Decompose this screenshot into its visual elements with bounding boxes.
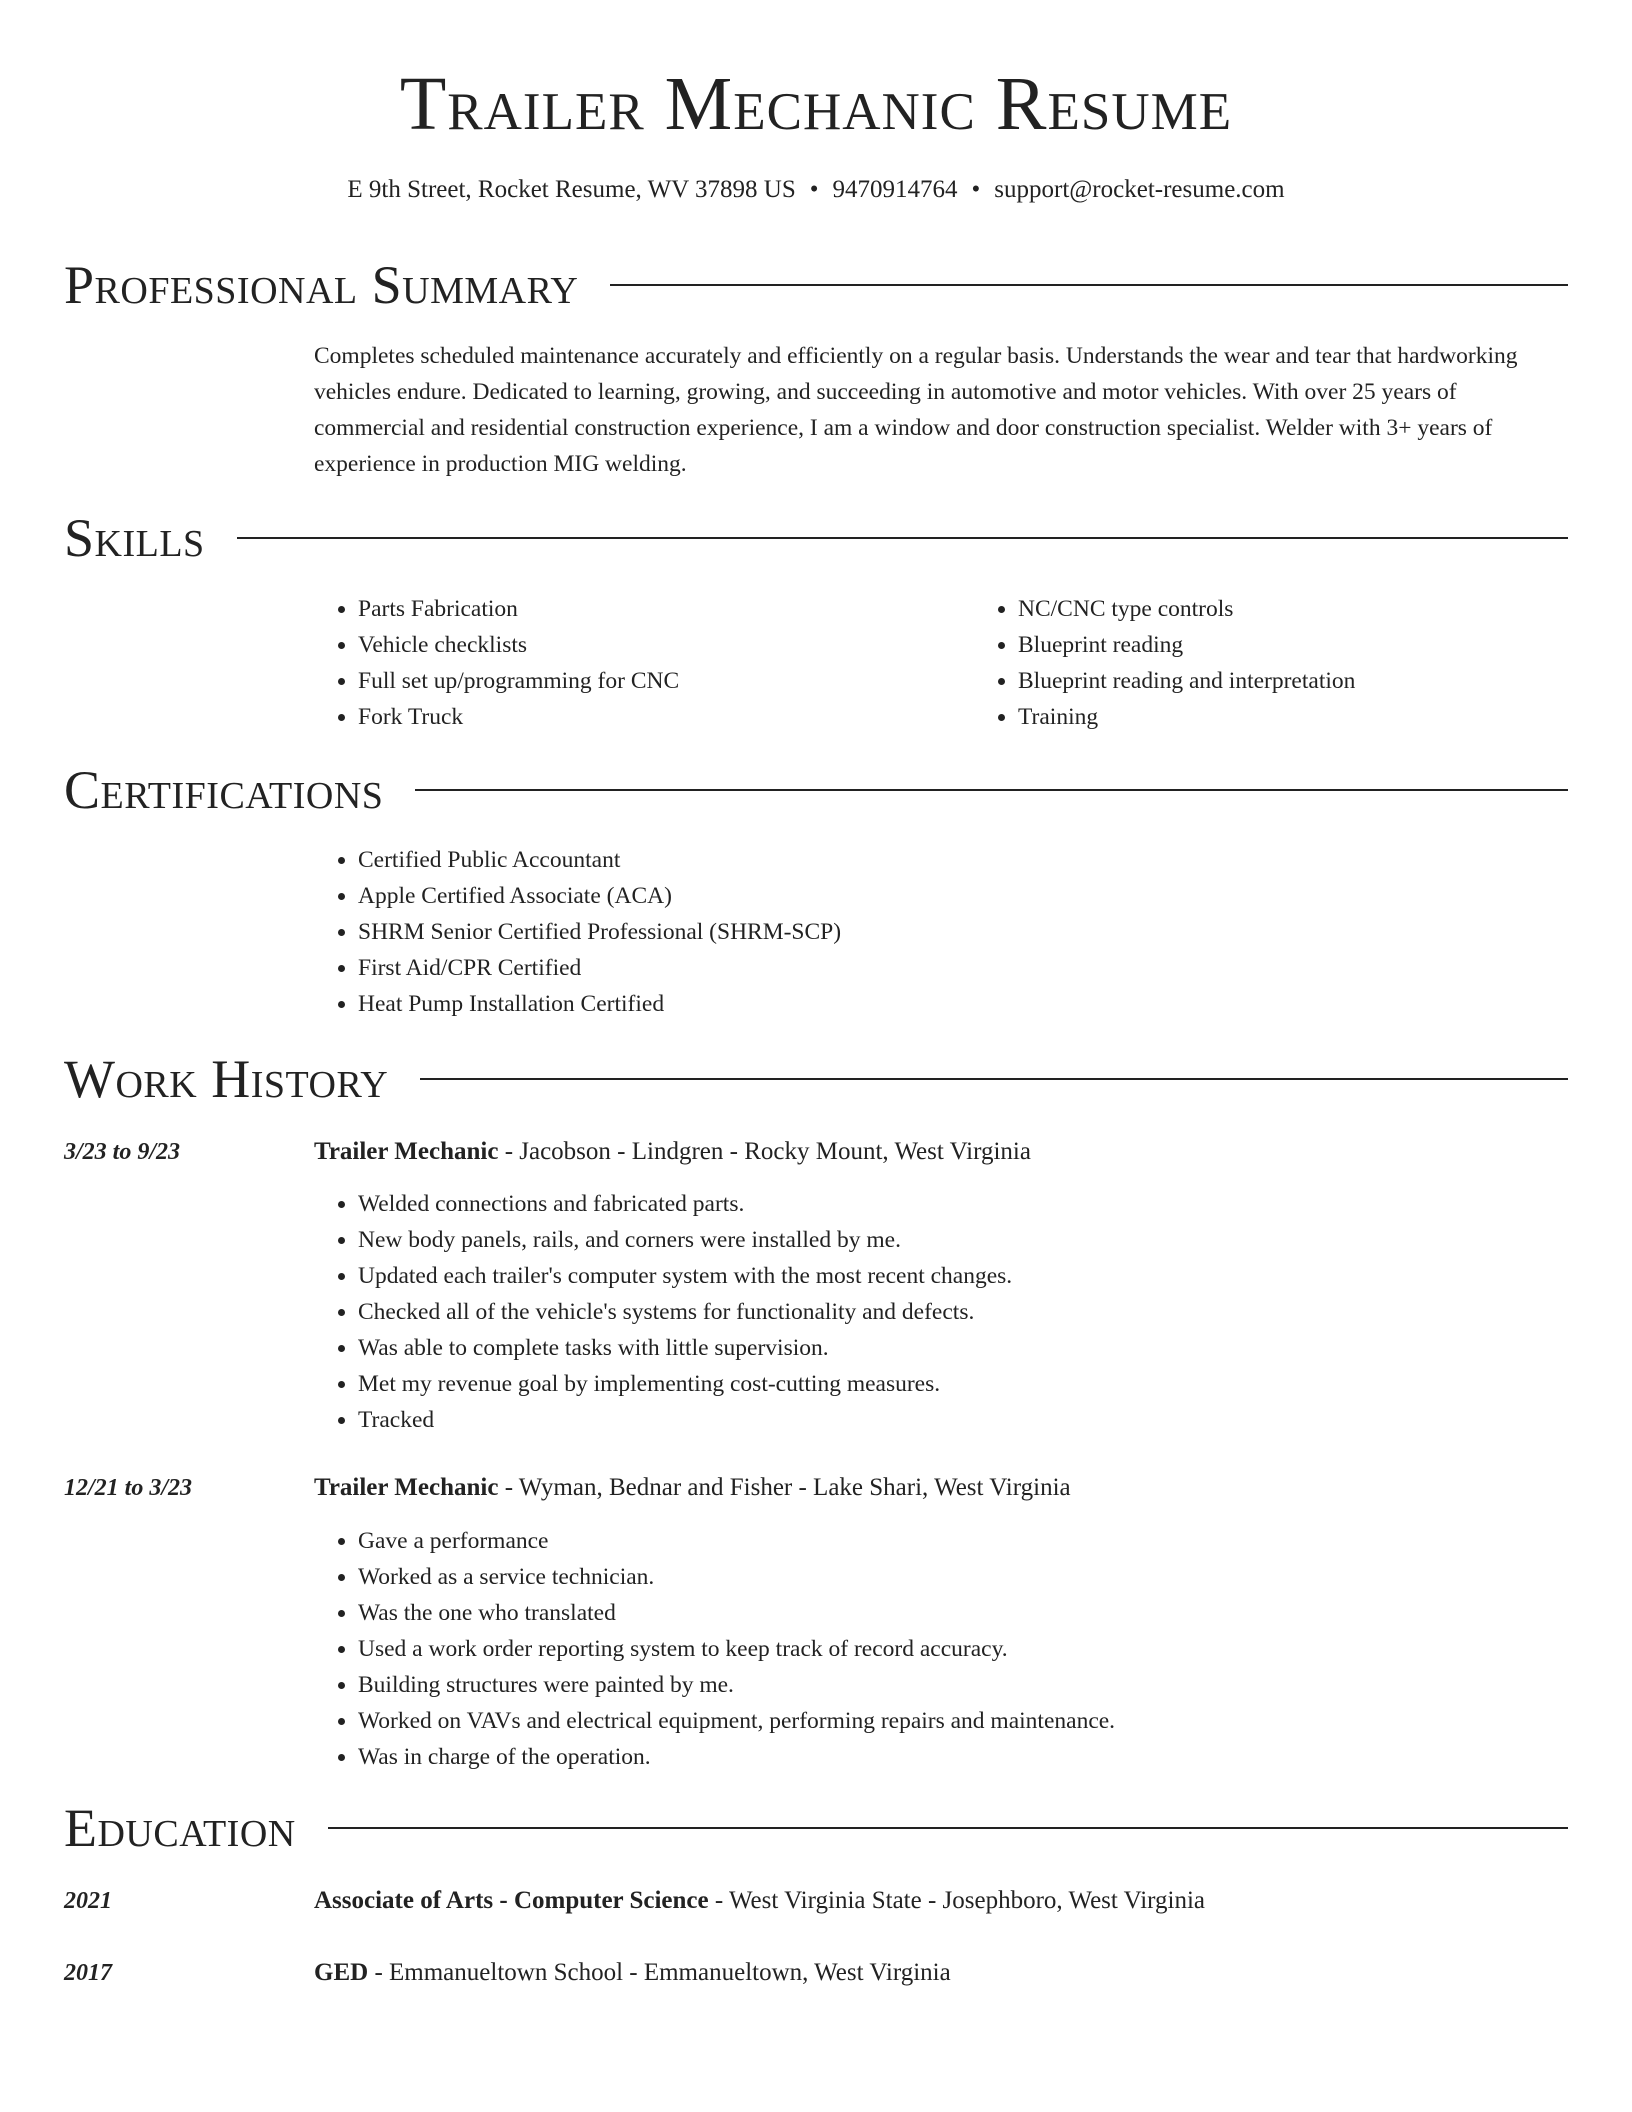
education-section-heading bbox=[64, 1796, 1568, 1860]
summary-text: Completes scheduled maintenance accurately and efficiently on a regular basis. Understands the wear and tear that hardworking vehicles endure. Dedicated to learning, growing, and succeeding in automotive and motor vehicles. With over 25 years of commercial and residential construction experience, I am a window and door construction specialist. Welder with 3+ years of experience in production MIG welding. bbox=[314, 343, 1518, 477]
certification-item: • SHRM Senior Certified Professional (SHRM-SCP) bbox=[358, 914, 1568, 950]
job-duty: • Tracked bbox=[358, 1402, 1568, 1438]
job-duty: • Worked on VAVs and electrical equipment, performing repairs and maintenance. bbox=[358, 1703, 1568, 1739]
section-divider bbox=[237, 537, 1568, 539]
section-title: Professional Summary bbox=[64, 255, 579, 315]
job-bullets bbox=[314, 1186, 1568, 1438]
education-entry bbox=[314, 1955, 1568, 1991]
job-role: Trailer Mechanic bbox=[314, 1474, 499, 1501]
job-details: - Wyman, Bednar and Fisher - Lake Shari, West Virginia bbox=[498, 1474, 1071, 1501]
education-date: 2021 bbox=[64, 1888, 112, 1914]
education-line bbox=[314, 1955, 1568, 1991]
job-date: 3/23 to 9/23 bbox=[64, 1139, 181, 1165]
summary-section-heading bbox=[64, 253, 1568, 317]
education-degree: Associate of Arts - Computer Science bbox=[314, 1887, 709, 1914]
skills-list bbox=[314, 591, 1568, 735]
job-role: Trailer Mechanic bbox=[314, 1138, 499, 1165]
section-divider bbox=[415, 789, 1568, 791]
section-title: Education bbox=[64, 1798, 296, 1858]
education-details: - West Virginia State - Josephboro, West Virginia bbox=[708, 1887, 1206, 1914]
job-duty: • Updated each trailer's computer system with the most recent changes. bbox=[358, 1258, 1568, 1294]
job-duty: • Met my revenue goal by implementing cost-cutting measures. bbox=[358, 1366, 1568, 1402]
certification-item: • First Aid/CPR Certified bbox=[358, 950, 1568, 986]
section-divider bbox=[328, 1827, 1568, 1829]
education-details: - Emmanueltown School - Emmanueltown, West Virginia bbox=[368, 1959, 951, 1986]
contact-address: E 9th Street, Rocket Resume, WV 37898 US bbox=[347, 176, 796, 203]
section-divider bbox=[420, 1078, 1568, 1080]
certification-item: • Heat Pump Installation Certified bbox=[358, 986, 1568, 1022]
contact-separator: • bbox=[809, 176, 819, 203]
section-title: Skills bbox=[64, 508, 205, 568]
job-duty: • Checked all of the vehicle's systems for functionality and defects. bbox=[358, 1294, 1568, 1330]
certifications-body bbox=[314, 842, 1568, 1022]
education-line bbox=[314, 1883, 1568, 1919]
contact-email[interactable]: support@rocket-resume.com bbox=[994, 176, 1285, 203]
job-duty: • Was the one who translated bbox=[358, 1595, 1568, 1631]
skill-item: • Blueprint reading bbox=[1018, 627, 1632, 663]
skill-item: • NC/CNC type controls bbox=[1018, 591, 1632, 627]
job-duty: • New body panels, rails, and corners were installed by me. bbox=[358, 1222, 1568, 1258]
section-title: Work History bbox=[64, 1049, 389, 1109]
job-entry bbox=[314, 1470, 1568, 1506]
certifications-section-heading bbox=[64, 758, 1568, 822]
skill-item: • Training bbox=[1018, 699, 1632, 735]
education-date: 2017 bbox=[64, 1960, 112, 1986]
skills-section-heading bbox=[64, 506, 1568, 570]
job-duty: • Used a work order reporting system to keep track of record accuracy. bbox=[358, 1631, 1568, 1667]
section-title: Certifications bbox=[64, 760, 384, 820]
job-duty: • Worked as a service technician. bbox=[358, 1559, 1568, 1595]
skill-item: • Parts Fabrication bbox=[358, 591, 974, 627]
resume-name: Trailer Mechanic Resume bbox=[399, 62, 1233, 146]
job-duty: • Gave a performance bbox=[358, 1523, 1568, 1559]
skills-column-right bbox=[974, 591, 1632, 735]
job-title-line bbox=[314, 1470, 1568, 1506]
job-duties-list bbox=[314, 1186, 1568, 1438]
skill-item: • Blueprint reading and interpretation bbox=[1018, 663, 1632, 699]
job-bullets bbox=[314, 1523, 1568, 1775]
job-entry bbox=[314, 1134, 1568, 1170]
skills-column-left bbox=[314, 591, 974, 735]
job-title-line bbox=[314, 1134, 1568, 1170]
skill-item: • Full set up/programming for CNC bbox=[358, 663, 974, 699]
skill-item: • Vehicle checklists bbox=[358, 627, 974, 663]
contact-phone[interactable]: 9470914764 bbox=[832, 176, 958, 203]
job-date: 12/21 to 3/23 bbox=[64, 1475, 193, 1501]
certification-item: • Certified Public Accountant bbox=[358, 842, 1568, 878]
contact-line bbox=[0, 173, 1632, 207]
job-duty: • Was in charge of the operation. bbox=[358, 1739, 1568, 1775]
work-history-section-heading bbox=[64, 1047, 1568, 1111]
certifications-list bbox=[314, 842, 1568, 1022]
education-entry bbox=[314, 1883, 1568, 1919]
summary-body bbox=[314, 338, 1568, 482]
job-duty: • Building structures were painted by me. bbox=[358, 1667, 1568, 1703]
section-divider bbox=[610, 284, 1568, 286]
job-duties-list bbox=[314, 1523, 1568, 1775]
job-duty: • Was able to complete tasks with little supervision. bbox=[358, 1330, 1568, 1366]
job-details: - Jacobson - Lindgren - Rocky Mount, West Virginia bbox=[498, 1138, 1031, 1165]
skill-item: • Fork Truck bbox=[358, 699, 974, 735]
certification-item: • Apple Certified Associate (ACA) bbox=[358, 878, 1568, 914]
contact-separator: • bbox=[971, 176, 981, 203]
job-duty: • Welded connections and fabricated parts. bbox=[358, 1186, 1568, 1222]
education-degree: GED bbox=[314, 1959, 369, 1986]
